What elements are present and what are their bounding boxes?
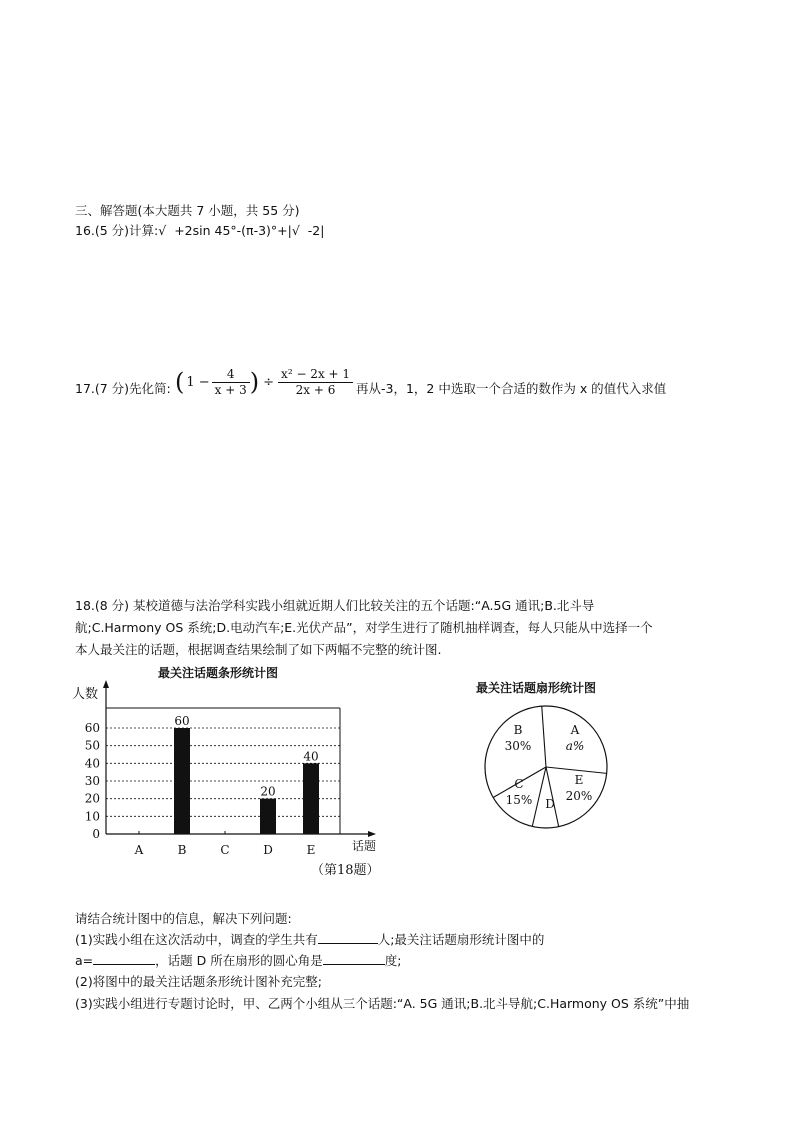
pie-value-A: a% xyxy=(565,739,585,753)
x-tick-label-A: A xyxy=(134,843,144,857)
y-axis-arrow xyxy=(103,680,109,688)
q17-fraction-1: $\frac{4}{x + 3}$ xyxy=(212,367,250,398)
q16-prefix: 16.(5 分)计算: xyxy=(75,223,159,238)
pie-chart-plot xyxy=(485,706,607,828)
question-16 xyxy=(75,222,324,240)
q17-divide-sign: ÷ xyxy=(263,374,275,390)
figure-caption: （第18题） xyxy=(311,863,380,878)
q18-part-1-line-1: (1)实践小组在这次活动中，调查的学生共有 人;最关注话题扇形统计图中的 xyxy=(75,932,545,947)
q17-expression: ( 1 − $\frac{4}{x + 3}$ ) ÷ $\frac{\text{x² − 2x + 1}}{2x + 6}$ xyxy=(175,360,353,404)
pie-label-C: C xyxy=(514,777,524,791)
q17-suffix: 再从-3，1，2 中选取一个合适的数作为 x 的值代入求值 xyxy=(356,381,667,396)
x-axis-arrow xyxy=(368,831,376,837)
q18-line-2: 航;C.Harmony OS 系统;D.电动汽车;E.光伏产品”，对学生进行了随机抽样调查，每人只能从中选择一个 xyxy=(75,620,653,635)
q18-intro: 请结合统计图中的信息，解决下列问题: xyxy=(75,911,292,926)
pie-label-B: B xyxy=(513,723,523,737)
bar-label-D: 20 xyxy=(260,784,276,799)
answer-blank-d-angle[interactable] xyxy=(323,952,385,965)
y-tick-label: 60 xyxy=(84,721,100,735)
q18-part-2: (2)将图中的最关注话题条形统计图补充完整; xyxy=(75,974,322,989)
q17-fraction-2: $\frac{\text{x² − 2x + 1}}{2x + 6}$ xyxy=(278,367,353,398)
bar-chart-title: 最关注话题条形统计图 xyxy=(158,666,279,680)
bar-chart-ylabel: 人数 xyxy=(72,687,99,702)
pie-value-B: 30% xyxy=(504,739,532,753)
y-tick-label: 40 xyxy=(84,756,100,771)
x-tick-label-D: D xyxy=(263,843,273,857)
q16-radical-1: √ xyxy=(158,223,167,238)
pie-chart xyxy=(460,676,640,836)
bar-B xyxy=(174,728,190,834)
pie-chart-title: 最关注话题扇形统计图 xyxy=(476,681,597,695)
pie-value-C: 15% xyxy=(505,793,533,807)
y-tick-label: 0 xyxy=(92,827,100,841)
x-tick-label-B: B xyxy=(177,843,187,857)
bar-label-E: 40 xyxy=(303,749,319,764)
q18-part-3: (3)实践小组进行专题讨论时，甲、乙两个小组从三个话题:“A. 5G 通讯;B.北斗导航;C.Harmony OS 系统”中抽 xyxy=(75,996,690,1011)
section-title: 三、解答题(本大题共 7 小题，共 55 分) xyxy=(75,203,300,218)
q17-one: 1 − xyxy=(186,374,210,390)
pie-label-E: E xyxy=(574,773,584,787)
pie-label-A: A xyxy=(570,723,580,737)
bar-E xyxy=(303,763,319,834)
q16-radical-2: √ xyxy=(291,223,300,238)
y-tick-label: 20 xyxy=(84,791,100,806)
bar-chart-plot xyxy=(85,680,376,857)
answer-blank-total-students[interactable] xyxy=(318,931,378,944)
question-17-prefix: 17.(7 分)先化简: xyxy=(75,381,171,396)
pie-label-D: D xyxy=(545,797,555,811)
q16-middle: +2sin 45°-(π-3)°+| xyxy=(174,223,292,238)
y-tick-label: 30 xyxy=(84,774,100,788)
q18-line-1: 18.(8 分) 某校道德与法治学科实践小组就近期人们比较关注的五个话题:“A.5G 通讯;B.北斗导 xyxy=(75,598,595,613)
y-tick-label: 50 xyxy=(84,738,100,753)
x-tick-label-C: C xyxy=(220,843,230,857)
bar-label-B: 60 xyxy=(174,714,190,728)
bar-D xyxy=(260,799,276,834)
x-tick-label-E: E xyxy=(306,843,316,857)
q18-part-1-line-2: a= ，话题 D 所在扇形的圆心角是 度; xyxy=(75,953,402,968)
y-tick-label: 10 xyxy=(84,809,100,824)
q18-line-3: 本人最关注的话题，根据调查结果绘制了如下两幅不完整的统计图. xyxy=(75,642,442,657)
bar-chart xyxy=(60,660,390,885)
pie-value-E: 20% xyxy=(565,789,593,803)
answer-blank-a-value[interactable] xyxy=(93,952,155,965)
bar-chart-xlabel: 话题 xyxy=(352,839,377,853)
q16-suffix: -2| xyxy=(307,223,325,238)
